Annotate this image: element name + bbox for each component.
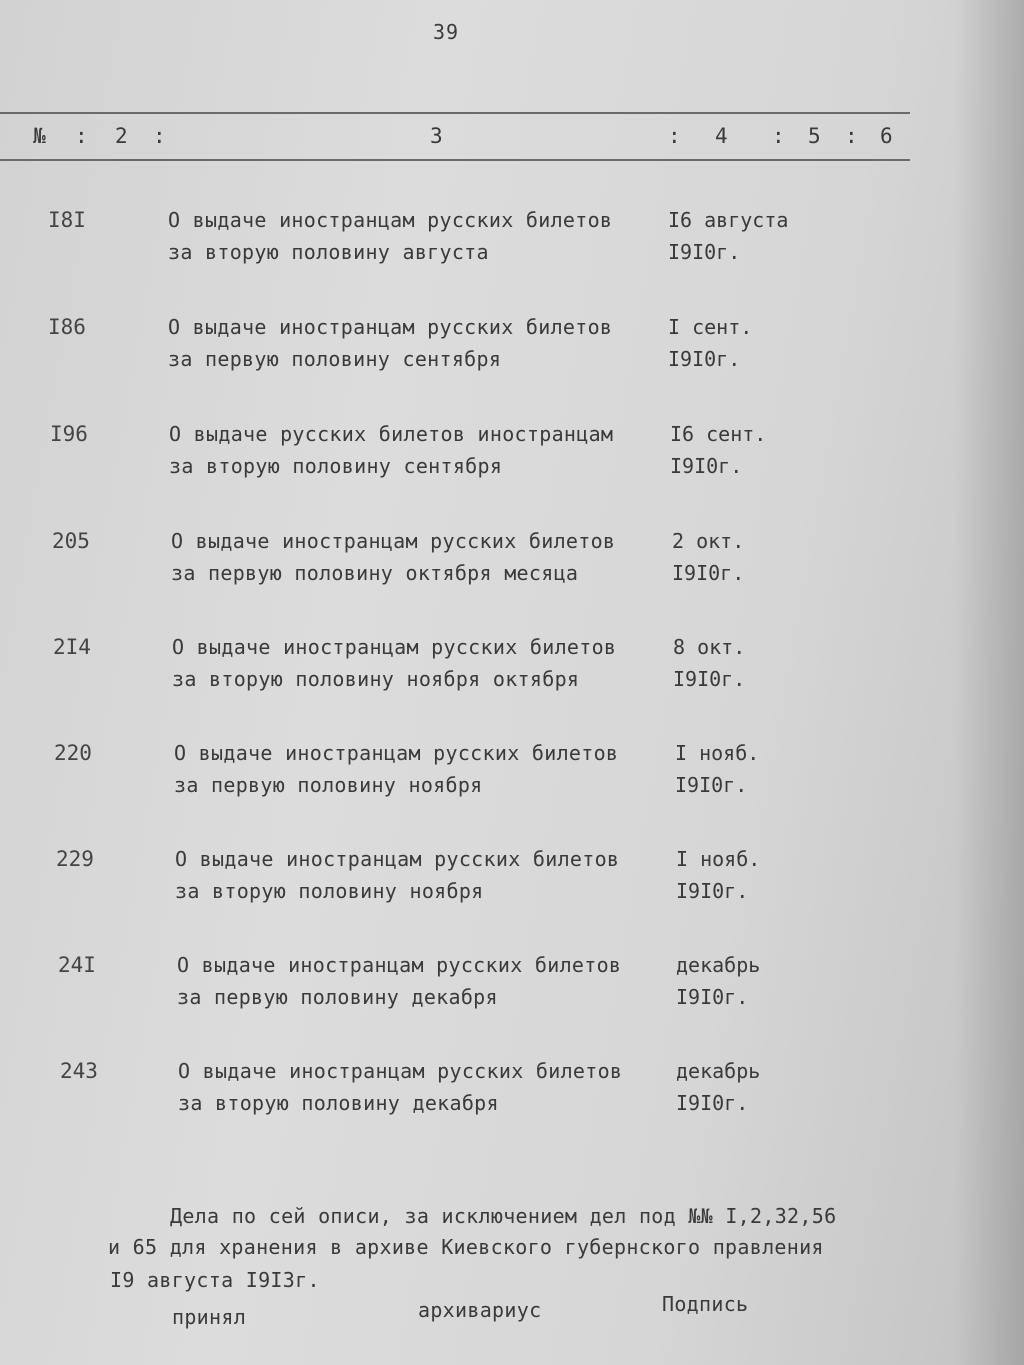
file-number: I86 [48, 315, 86, 339]
file-number: I96 [50, 422, 88, 446]
file-year: I9I0г. [673, 667, 746, 691]
file-title-line2: за первую половину октября месяца [171, 561, 579, 585]
file-year: I9I0г. [672, 561, 745, 585]
file-year: I9I0г. [670, 454, 743, 478]
header-separator: : [845, 124, 858, 148]
file-title-line2: за вторую половину ноября [175, 879, 484, 903]
file-number: 205 [52, 529, 90, 553]
file-title-line2: за первую половину сентября [168, 347, 502, 371]
file-number: 2I4 [53, 635, 91, 659]
file-title-line1: О выдаче иностранцам русских билетов [178, 1059, 623, 1083]
header-col-3: 3 [430, 124, 443, 148]
file-date: I6 августа [668, 208, 789, 232]
list-item [0, 422, 1024, 492]
file-title-line2: за первую половину ноября [174, 773, 483, 797]
header-separator: : [153, 124, 166, 148]
header-col-2: 2 [115, 124, 128, 148]
header-separator: : [772, 124, 785, 148]
file-title-line1: О выдаче иностранцам русских билетов [177, 953, 622, 977]
file-number: I8I [48, 208, 86, 232]
signature-label: Подпись [662, 1292, 749, 1316]
file-title-line1: О выдаче иностранцам русских билетов [168, 208, 613, 232]
archivist-label: архивариус [418, 1298, 542, 1322]
list-item [0, 529, 1024, 599]
file-date: I нояб. [675, 741, 760, 765]
file-year: I9I0г. [676, 879, 749, 903]
file-title-line2: за вторую половину декабря [178, 1091, 499, 1115]
file-date: I нояб. [676, 847, 761, 871]
file-year: I9I0г. [668, 347, 741, 371]
file-number: 220 [54, 741, 92, 765]
file-title-line2: за первую половину декабря [177, 985, 498, 1009]
list-item [0, 741, 1024, 811]
file-date: I6 сент. [670, 422, 767, 446]
closing-statement-line1: Дела по сей описи, за исключением дел под №№ I,2,32,56 [170, 1204, 837, 1228]
header-col-number: № [33, 124, 46, 148]
file-title-line1: О выдаче иностранцам русских билетов [171, 529, 616, 553]
list-item [0, 1059, 1024, 1129]
accepted-label: принял [172, 1305, 247, 1329]
table-header [0, 112, 910, 161]
file-number: 24I [58, 953, 96, 977]
list-item [0, 635, 1024, 705]
header-col-6: 6 [880, 124, 893, 148]
header-col-5: 5 [808, 124, 821, 148]
file-date: 8 окт. [673, 635, 746, 659]
header-col-4: 4 [715, 124, 728, 148]
closing-date: I9 августа I9I3г. [110, 1268, 320, 1292]
file-number: 229 [56, 847, 94, 871]
page-number: 39 [433, 20, 460, 44]
file-title-line2: за вторую половину августа [168, 240, 489, 264]
closing-statement-line2: и 65 для хранения в архиве Киевского губернского правления [108, 1235, 824, 1259]
list-item [0, 315, 1024, 385]
file-title-line2: за вторую половину сентября [169, 454, 503, 478]
list-item [0, 208, 1024, 278]
file-date: I сент. [668, 315, 753, 339]
file-year: I9I0г. [668, 240, 741, 264]
file-year: I9I0г. [676, 985, 749, 1009]
file-number: 243 [60, 1059, 98, 1083]
file-title-line1: О выдаче иностранцам русских билетов [175, 847, 620, 871]
file-title-line1: О выдаче иностранцам русских билетов [172, 635, 617, 659]
file-date: декабрь [676, 953, 761, 977]
header-separator: : [668, 124, 681, 148]
file-year: I9I0г. [675, 773, 748, 797]
file-title-line1: О выдаче русских билетов иностранцам [169, 422, 614, 446]
list-item [0, 953, 1024, 1023]
file-title-line2: за вторую половину ноября октября [172, 667, 580, 691]
file-date: 2 окт. [672, 529, 745, 553]
list-item [0, 847, 1024, 917]
header-separator: : [75, 124, 88, 148]
file-title-line1: О выдаче иностранцам русских билетов [174, 741, 619, 765]
file-title-line1: О выдаче иностранцам русских билетов [168, 315, 613, 339]
file-date: декабрь [676, 1059, 761, 1083]
file-year: I9I0г. [676, 1091, 749, 1115]
